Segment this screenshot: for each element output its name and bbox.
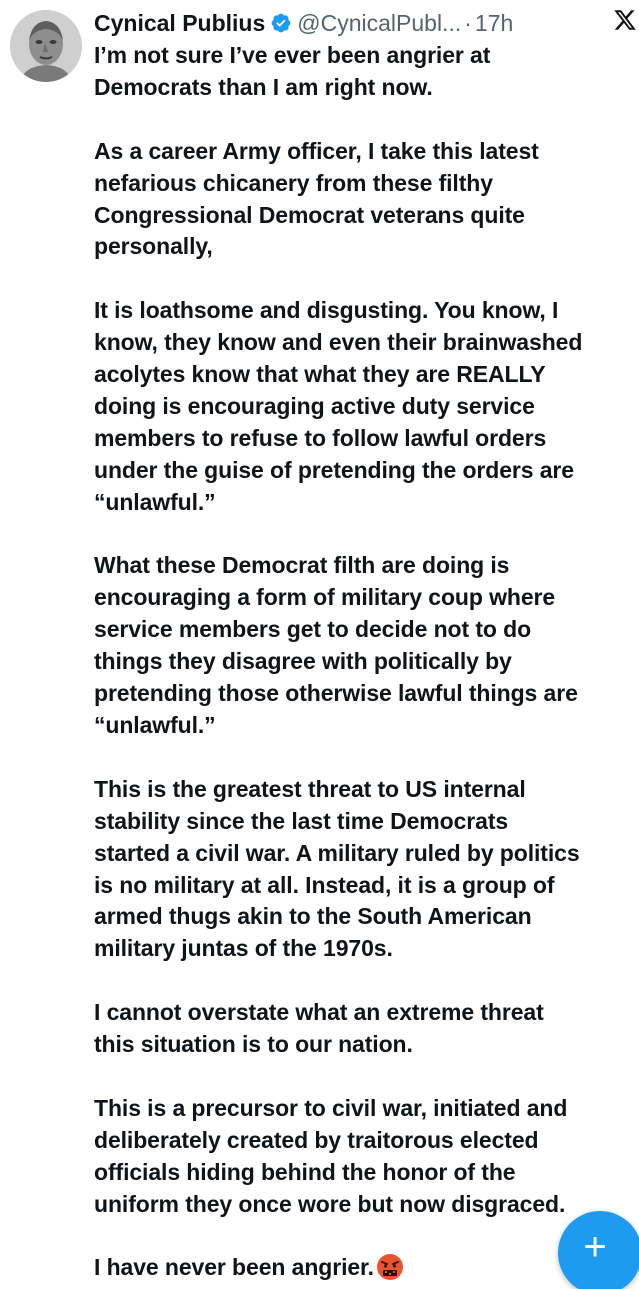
tweet-paragraph [94, 774, 639, 965]
tweet-line: “unlawful.” [94, 488, 216, 515]
plus-icon: + [583, 1225, 607, 1269]
tweet-line: This is a precursor to civil war, initiated and [94, 1094, 568, 1121]
tweet-line: I have never been angrier. [94, 1252, 639, 1284]
tweet-line: this situation is to our nation. [94, 1031, 413, 1058]
tweet-line: “unlawful.” [94, 711, 216, 738]
tweet-line: This is the greatest threat to US internal [94, 775, 526, 802]
tweet-line: service members get to decide not to do [94, 616, 532, 643]
tweet-line: know, they know and even their brainwashed [94, 329, 583, 356]
tweet-header [94, 6, 639, 40]
timestamp[interactable]: 17h [474, 9, 514, 36]
tweet-line: personally, [94, 233, 213, 260]
tweet-line: As a career Army officer, I take this latest [94, 137, 539, 164]
avatar[interactable] [10, 10, 82, 82]
tweet-line: doing is encouraging active duty service [94, 392, 535, 419]
tweet-line: under the guise of pretending the orders are [94, 456, 574, 483]
tweet-line: acolytes know that what they are REALLY [94, 361, 546, 388]
tweet-paragraph [94, 295, 639, 518]
tweet-line: officials hiding behind the honor of the [94, 1158, 516, 1185]
tweet-paragraph [94, 997, 639, 1061]
tweet-line: What these Democrat filth are doing is [94, 552, 510, 579]
tweet-line: encouraging a form of military coup where [94, 584, 556, 611]
tweet-paragraph [94, 1093, 639, 1221]
tweet-line: I cannot overstate what an extreme threat [94, 999, 544, 1026]
tweet-line: pretending those otherwise lawful things are [94, 680, 578, 707]
tweet-line: Democrats than I am right now. [94, 73, 433, 100]
tweet-line: started a civil war. A military ruled by politics [94, 839, 580, 866]
tweet-paragraph [94, 550, 639, 741]
tweet-line: members to refuse to follow lawful orders [94, 424, 547, 451]
tweet-line: is no military at all. Instead, it is a group of [94, 871, 555, 898]
tweet-line: military juntas of the 1970s. [94, 935, 393, 962]
verified-badge-icon[interactable] [270, 12, 292, 34]
tweet-line: Congressional Democrat veterans quite [94, 201, 525, 228]
tweet-paragraph [94, 136, 639, 264]
x-logo-icon[interactable] [613, 8, 637, 34]
tweet-line: things they disagree with politically by [94, 648, 512, 675]
statue-bust-avatar [10, 10, 82, 82]
tweet-line: stability since the last time Democrats [94, 807, 509, 834]
tweet-line: nefarious chicanery from these filthy [94, 169, 493, 196]
tweet-line: It is loathsome and disgusting. You know, I [94, 297, 559, 324]
tweet-line: deliberately created by traitorous elected [94, 1126, 539, 1153]
compose-button[interactable] [558, 1211, 639, 1289]
tweet-paragraph [94, 40, 639, 104]
tweet-line: armed thugs akin to the South American [94, 903, 532, 930]
tweet-line: uniform they once wore but now disgraced. [94, 1190, 566, 1217]
display-name[interactable]: Cynical Publius [94, 9, 266, 36]
separator-dot: · [464, 9, 472, 36]
cursing-face-emoji [376, 1253, 404, 1281]
handle[interactable]: @CynicalPubl... [297, 9, 462, 36]
tweet-line: I’m not sure I’ve ever been angrier at [94, 42, 491, 68]
tweet-text [94, 40, 639, 1289]
